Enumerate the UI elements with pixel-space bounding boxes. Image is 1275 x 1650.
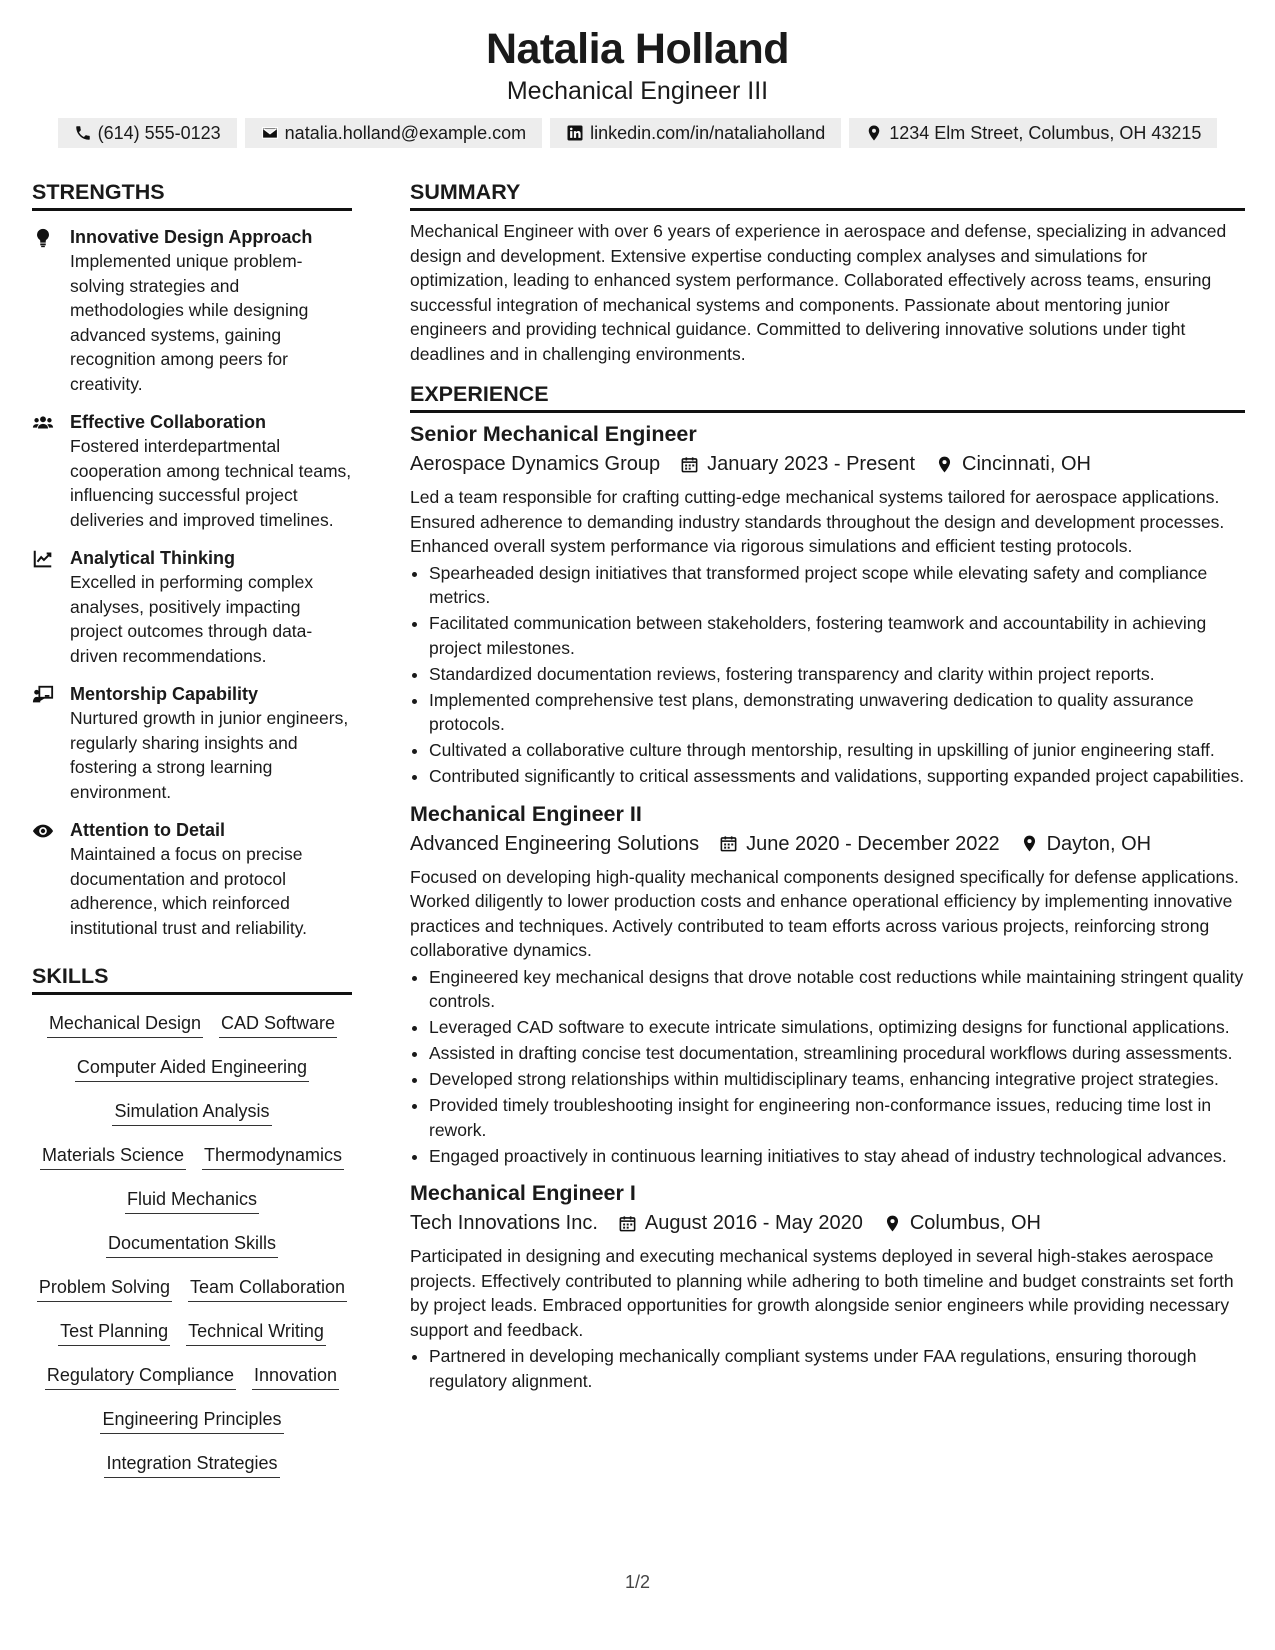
summary-text: Mechanical Engineer with over 6 years of experience in aerospace and defense, specializing in advanced design and development. Extensive expertise conducting complex analyses and simulations for optimization, leading to enhanced system performance. Collaborated effectively across teams, ensuring successful integration of mechanical systems and components. Passionate about mentoring junior engineers and providing technical guidance. Committed to delivering innovative solutions under tight deadlines and in challenging environments. <box>410 221 1227 364</box>
candidate-name: Natalia Holland <box>485 25 790 73</box>
skill-tag: CAD Software <box>219 1011 337 1038</box>
map-pin-icon <box>883 1214 902 1233</box>
contact-phone[interactable] <box>58 118 237 148</box>
envelope-icon <box>261 124 279 142</box>
job-description: Participated in designing and executing mechanical systems deployed in several high-stakes aerospace projects. Effectively contributed to planning while adhering to both timeline and budget constraints set forth by project leads. Embraced opportunities for growth alongside senior engineers while providing necessary support and feedback. <box>410 1246 1234 1340</box>
job-company: Aerospace Dynamics Group <box>410 453 661 475</box>
job-bullets <box>410 561 1245 789</box>
job-description: Focused on developing high-quality mechanical components designed specifically for defense applications. Worked diligently to lower production costs and enhance operational efficiency by implementing innovative practices and techniques. Actively contributed to team efforts across various projects, reinforcing strong collaborative dynamics. <box>410 866 1239 960</box>
page-number: 1/2 <box>624 1572 651 1592</box>
phone-icon <box>74 124 92 142</box>
calendar-icon <box>618 1214 637 1233</box>
list-item: • Assisted in drafting concise test documentation, streamlining procedural workflows during assessments. <box>429 1041 1245 1066</box>
chalkboard-teacher-icon <box>32 684 54 706</box>
summary-heading: SUMMARY <box>410 178 1245 211</box>
job-title: Mechanical Engineer II <box>410 801 642 826</box>
right-column <box>410 178 1245 1395</box>
list-item: • Facilitated communication between stakeholders, fostering teamwork and accountability in achieving project milestones. <box>429 611 1245 660</box>
experience-heading: EXPERIENCE <box>410 380 1245 413</box>
job-entry <box>410 419 1245 789</box>
job-company: Advanced Engineering Solutions <box>410 832 700 855</box>
skill-tag: Problem Solving <box>37 1275 172 1302</box>
strength-title: Analytical Thinking <box>70 548 236 568</box>
strength-item <box>32 682 352 804</box>
job-title: Senior Mechanical Engineer <box>410 422 697 446</box>
lightbulb-icon <box>32 227 54 249</box>
strength-desc: Nurtured growth in junior engineers, regularly sharing insights and fostering a strong learning environment. <box>70 708 349 802</box>
candidate-title: Mechanical Engineer III <box>506 77 769 105</box>
strengths-heading: STRENGTHS <box>32 178 352 211</box>
eye-icon <box>32 820 54 842</box>
job-meta <box>410 829 1245 859</box>
contact-linkedin-text: linkedin.com/in/nataliaholland <box>590 123 826 143</box>
strength-item <box>32 410 352 532</box>
list-item: • Developed strong relationships within multidisciplinary teams, enhancing integrative project strategies. <box>429 1067 1245 1092</box>
job-company: Tech Innovations Inc. <box>410 1212 598 1234</box>
calendar-icon <box>680 455 699 474</box>
job-location: Cincinnati, OH <box>962 453 1091 475</box>
strength-title: Attention to Detail <box>70 820 225 840</box>
job-dates: January 2023 - Present <box>707 453 916 475</box>
job-bullets <box>410 1344 1245 1393</box>
job-dates: June 2020 - December 2022 <box>746 832 1000 855</box>
contact-linkedin[interactable] <box>550 118 841 148</box>
job-location: Columbus, OH <box>909 1212 1041 1234</box>
job-entry <box>410 799 1245 1169</box>
skill-tag: Team Collaboration <box>188 1275 347 1302</box>
skill-tag: Thermodynamics <box>202 1143 344 1170</box>
skill-tag: Documentation Skills <box>106 1231 278 1258</box>
skill-tag: Regulatory Compliance <box>45 1363 236 1390</box>
map-pin-icon <box>1020 834 1039 853</box>
job-meta <box>410 1208 1245 1238</box>
strength-title: Mentorship Capability <box>70 684 259 704</box>
list-item: • Implemented comprehensive test plans, demonstrating unwavering dedication to quality assurance protocols. <box>429 688 1245 737</box>
strength-item <box>32 818 352 940</box>
contact-email-text: natalia.holland@example.com <box>284 123 527 143</box>
list-item: • Partnered in developing mechanically compliant systems under FAA regulations, ensuring thorough regulatory alignment. <box>429 1344 1245 1393</box>
strength-desc: Fostered interdepartmental cooperation among technical teams, influencing successful project deliveries and improved timelines. <box>70 436 352 530</box>
strength-title: Effective Collaboration <box>70 412 267 432</box>
job-bullets <box>410 965 1245 1169</box>
left-column <box>32 178 352 1478</box>
job-description: Led a team responsible for crafting cutting-edge mechanical systems tailored for aerospace applications. Ensured adherence to demanding industry standards throughout the design and development processes. Enhanced overall system performance via rigorous simulations and efficient testing protocols. <box>410 487 1225 556</box>
contact-address-text: 1234 Elm Street, Columbus, OH 43215 <box>889 123 1202 143</box>
skills-heading: SKILLS <box>32 962 352 995</box>
skill-tag: Simulation Analysis <box>112 1099 271 1126</box>
job-location: Dayton, OH <box>1046 832 1152 855</box>
users-icon <box>32 412 54 434</box>
skill-tag: Mechanical Design <box>47 1011 203 1038</box>
skill-tag: Innovation <box>252 1363 339 1390</box>
skill-tag: Test Planning <box>58 1319 170 1346</box>
skill-tag: Fluid Mechanics <box>125 1187 259 1214</box>
contact-bar <box>0 118 1275 148</box>
list-item: • Engineered key mechanical designs that drove notable cost reductions while maintaining stringent quality controls. <box>429 965 1245 1014</box>
contact-phone-text: (614) 555-0123 <box>97 123 221 143</box>
job-title: Mechanical Engineer I <box>410 1181 636 1205</box>
skill-tag: Computer Aided Engineering <box>75 1055 309 1082</box>
list-item: • Provided timely troubleshooting insight for engineering non-conformance issues, reducing time lost in rework. <box>429 1093 1245 1142</box>
strength-desc: Excelled in performing complex analyses, positively impacting project outcomes through data-driven recommendations. <box>70 572 314 666</box>
strength-title: Innovative Design Approach <box>70 227 313 247</box>
list-item: • Engaged proactively in continuous learning initiatives to stay ahead of industry technological advances. <box>429 1144 1245 1169</box>
skill-tag: Engineering Principles <box>100 1407 283 1434</box>
list-item: • Standardized documentation reviews, fostering transparency and clarity within project reports. <box>429 662 1245 687</box>
strength-desc: Maintained a focus on precise documentation and protocol adherence, which reinforced institutional trust and reliability. <box>70 844 308 938</box>
chart-line-icon <box>32 548 54 570</box>
list-item: • Contributed significantly to critical assessments and validations, supporting expanded project capabilities. <box>429 764 1245 789</box>
strength-desc: Implemented unique problem-solving strategies and methodologies while designing advanced systems, gaining recognition among peers for creativity. <box>70 251 309 394</box>
map-pin-icon <box>865 124 883 142</box>
strength-item <box>32 225 352 396</box>
list-item: • Spearheaded design initiatives that transformed project scope while elevating safety and compliance metrics. <box>429 561 1245 610</box>
job-entry <box>410 1178 1245 1393</box>
skills-list <box>32 1011 352 1478</box>
linkedin-icon <box>566 124 584 142</box>
skill-tag: Materials Science <box>40 1143 186 1170</box>
contact-address[interactable] <box>849 118 1217 148</box>
contact-email[interactable] <box>245 118 542 148</box>
job-meta <box>410 449 1245 479</box>
resume-header <box>0 0 1275 148</box>
calendar-icon <box>719 834 738 853</box>
map-pin-icon <box>935 455 954 474</box>
list-item: • Cultivated a collaborative culture through mentorship, resulting in upskilling of junior engineering staff. <box>429 738 1245 763</box>
skill-tag: Technical Writing <box>186 1319 326 1346</box>
skill-tag: Integration Strategies <box>104 1451 279 1478</box>
list-item: • Leveraged CAD software to execute intricate simulations, optimizing designs for functional applications. <box>429 1015 1245 1040</box>
strength-item <box>32 546 352 668</box>
job-dates: August 2016 - May 2020 <box>644 1212 863 1234</box>
